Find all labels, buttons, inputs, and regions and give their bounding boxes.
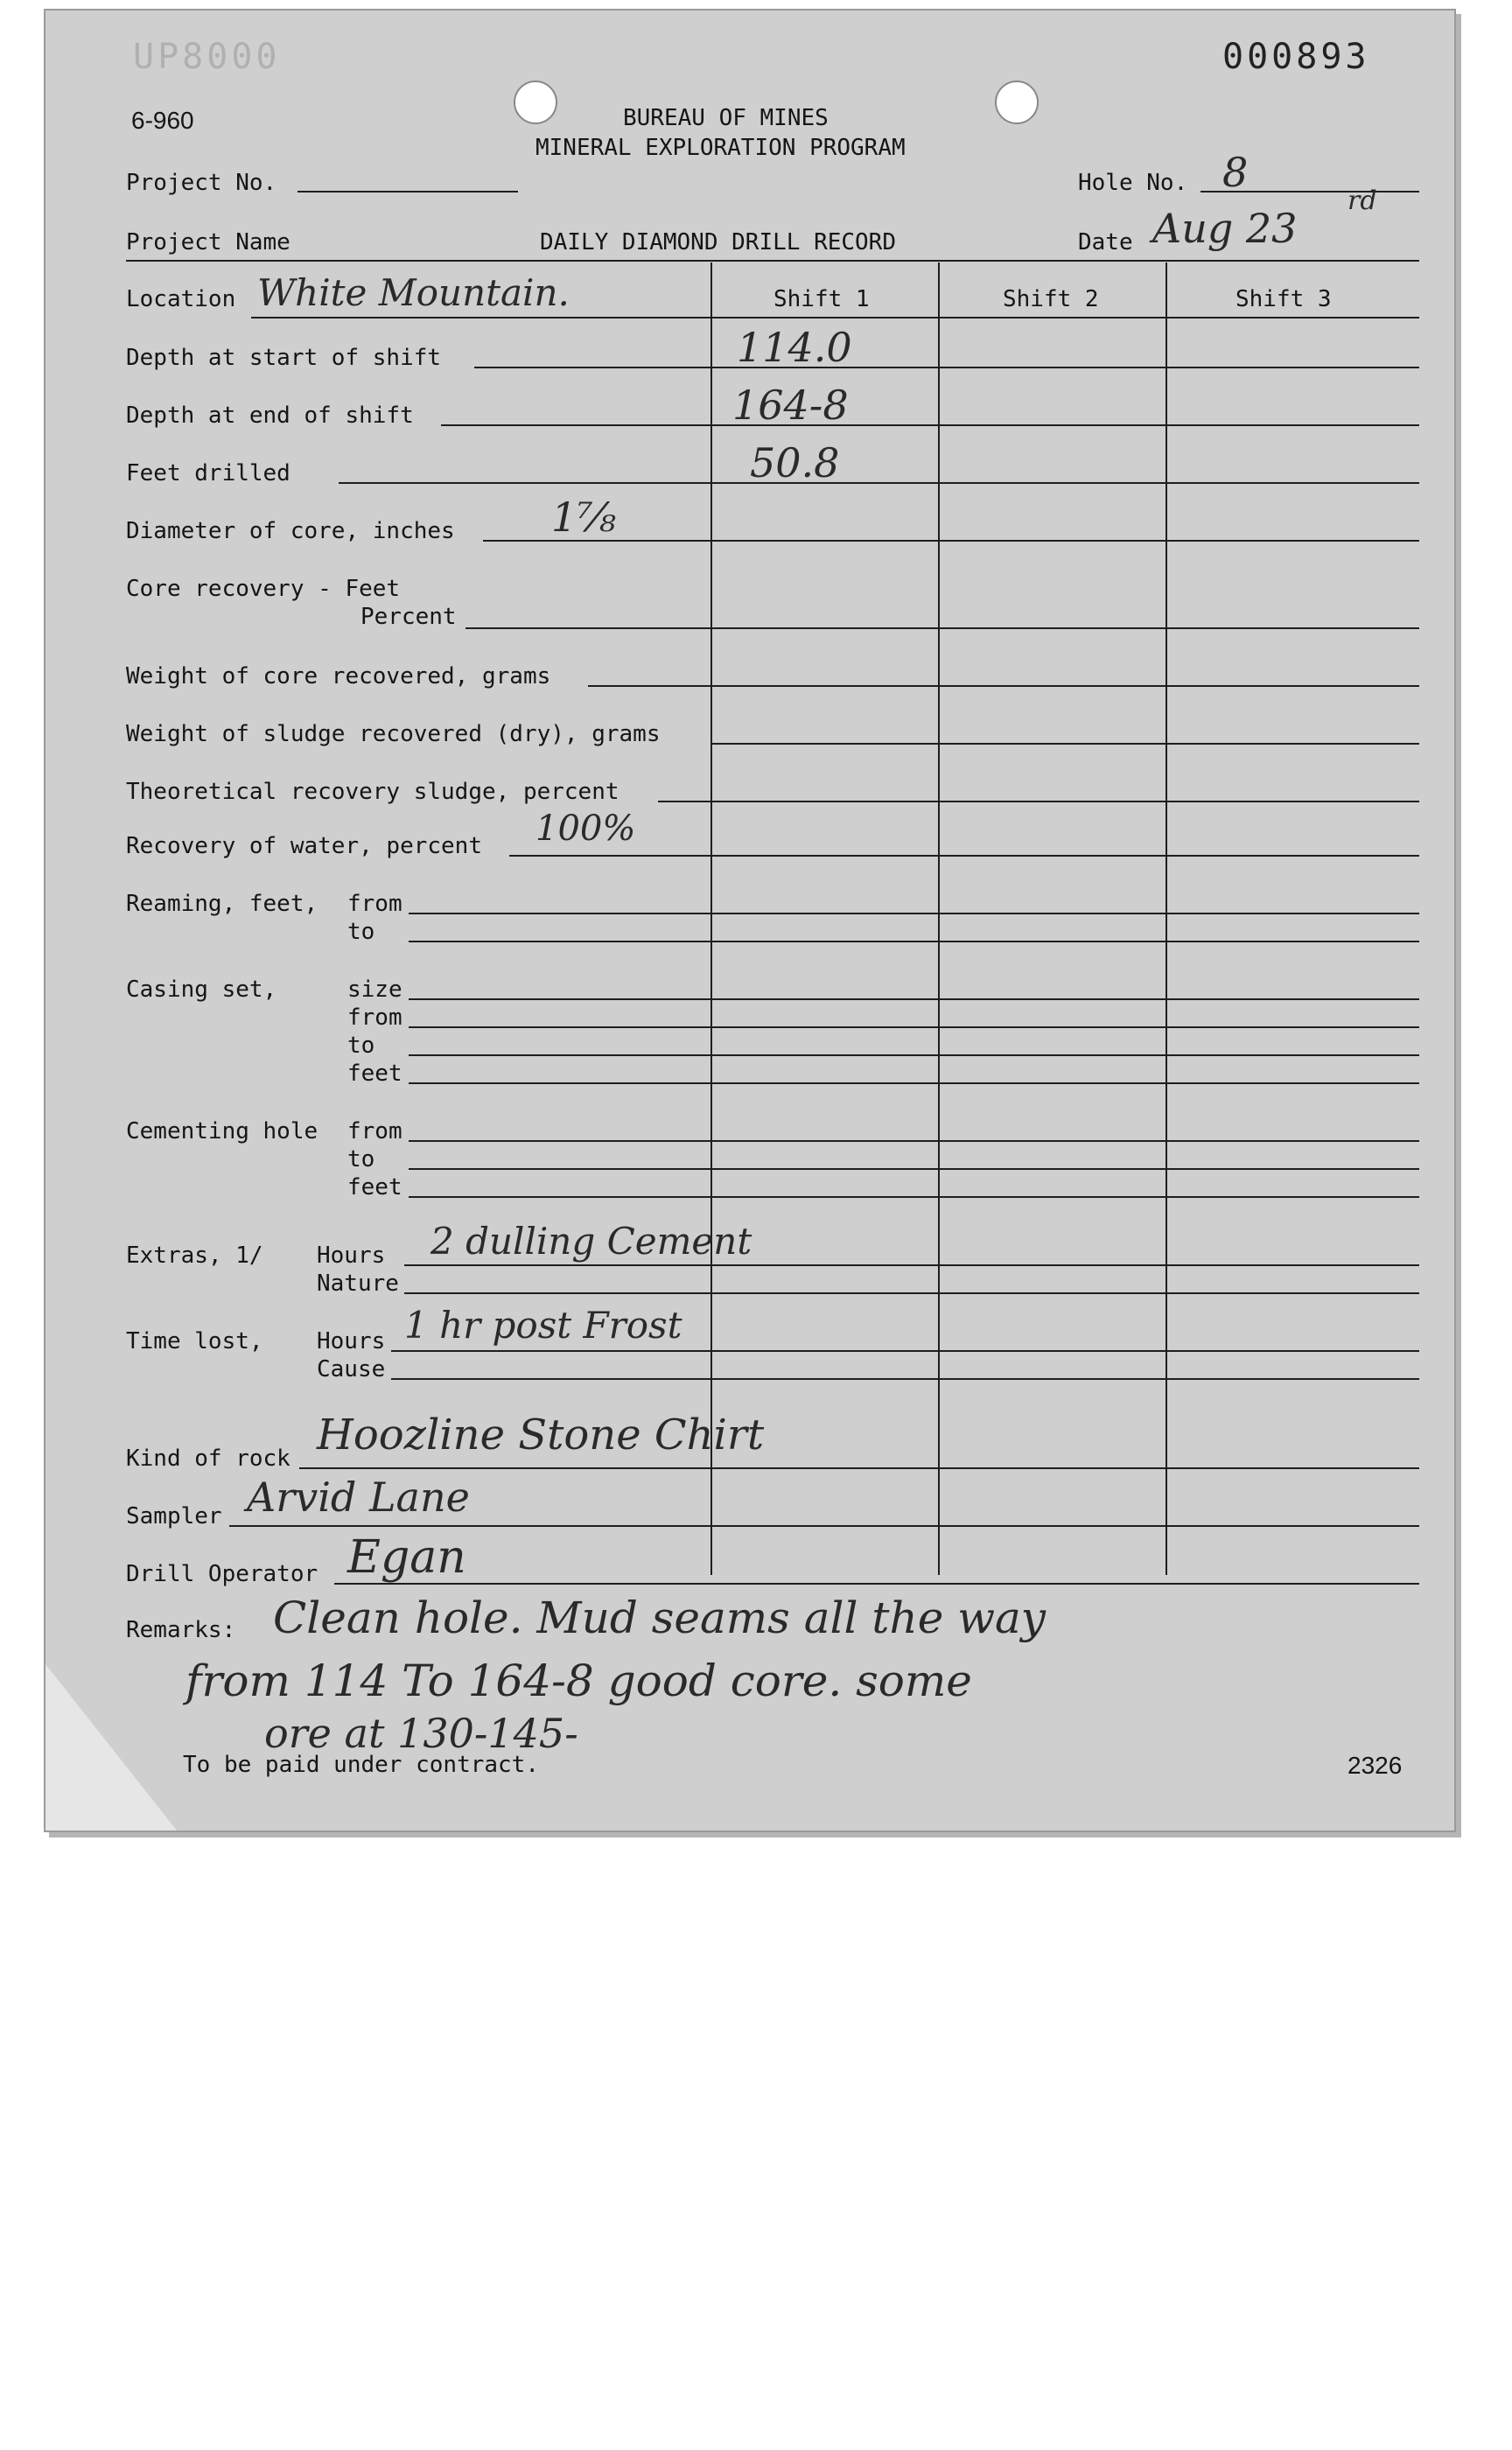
operator-value: Egan	[347, 1531, 466, 1584]
location-line	[251, 317, 710, 318]
project-no-label: Project No.	[126, 170, 277, 196]
location-label: Location	[126, 286, 236, 312]
record-number: 000893	[1222, 37, 1370, 77]
core-diameter-line	[483, 540, 1419, 542]
rock-line	[299, 1467, 1419, 1469]
depth-start-label: Depth at start of shift	[126, 345, 442, 371]
operator-line	[334, 1583, 1419, 1585]
form-number: 6-960	[131, 107, 194, 134]
program-title: MINERAL EXPLORATION PROGRAM	[536, 135, 906, 161]
hole-no-value: 8	[1222, 149, 1249, 196]
extras-label: Extras, 1/	[126, 1242, 263, 1269]
reaming-from-label: from	[347, 891, 402, 917]
casing-feet-label: feet	[347, 1060, 402, 1087]
location-value: White Mountain.	[257, 271, 570, 314]
reaming-to-line	[409, 941, 1419, 942]
water-recovery-value: 100%	[536, 808, 636, 849]
remarks-line-1: Clean hole. Mud seams all the way	[273, 1592, 1046, 1643]
shift-header-rule	[710, 317, 1419, 318]
reaming-label: Reaming, feet,	[126, 891, 318, 917]
sludge-theoretical-line	[658, 801, 1419, 802]
extras-hours-label: Hours	[317, 1242, 386, 1269]
cementing-feet-line	[409, 1196, 1419, 1198]
punch-hole	[995, 80, 1039, 124]
shift3-header: Shift 3	[1236, 286, 1332, 312]
core-diameter-value: 1⅞	[551, 494, 616, 541]
core-diameter-label: Diameter of core, inches	[126, 518, 455, 544]
extras-nature-label: Nature	[317, 1270, 399, 1297]
core-recovery-feet-label: Core recovery - Feet	[126, 576, 401, 602]
core-weight-line	[588, 685, 1419, 687]
feet-drilled-label: Feet drilled	[126, 460, 290, 486]
reaming-to-label: to	[347, 919, 375, 945]
extras-nature-line	[404, 1292, 1419, 1294]
extras-value: 2 dulling Cement	[430, 1220, 752, 1263]
core-weight-label: Weight of core recovered, grams	[126, 663, 551, 690]
faded-stamp: UP8000	[133, 37, 281, 77]
casing-size-label: size	[347, 976, 402, 1003]
depth-start-shift1: 114.0	[737, 324, 852, 371]
cementing-feet-label: feet	[347, 1174, 402, 1200]
sampler-line	[229, 1525, 1419, 1527]
casing-from-line	[409, 1026, 1419, 1028]
time-lost-value: 1 hr post Frost	[404, 1304, 682, 1347]
reaming-from-line	[409, 913, 1419, 914]
footer-note: To be paid under contract.	[183, 1752, 539, 1778]
time-lost-cause-line	[391, 1378, 1419, 1380]
sludge-weight-line	[712, 743, 1419, 745]
folded-corner	[46, 1664, 177, 1830]
casing-size-line	[409, 998, 1419, 1000]
sludge-theoretical-label: Theoretical recovery sludge, percent	[126, 779, 620, 805]
project-no-line[interactable]	[298, 191, 518, 192]
date-value: Aug 23	[1152, 205, 1298, 252]
shift2-header: Shift 2	[1003, 286, 1099, 312]
hole-no-label: Hole No.	[1078, 170, 1188, 196]
project-name-label: Project Name	[126, 229, 290, 256]
core-recovery-percent-label: Percent	[360, 604, 457, 630]
core-recovery-line	[466, 627, 1419, 629]
cementing-to-label: to	[347, 1146, 375, 1172]
sludge-weight-label: Weight of sludge recovered (dry), grams	[126, 721, 661, 747]
depth-start-line	[474, 367, 1419, 368]
time-lost-label: Time lost,	[126, 1328, 263, 1354]
remarks-label: Remarks:	[126, 1617, 236, 1643]
form-title: DAILY DIAMOND DRILL RECORD	[540, 229, 896, 256]
rock-label: Kind of rock	[126, 1446, 290, 1472]
cementing-from-label: from	[347, 1118, 402, 1144]
punch-hole	[514, 80, 557, 124]
remarks-line-2: from 114 To 164-8 good core. some	[186, 1656, 972, 1706]
depth-end-label: Depth at end of shift	[126, 402, 414, 429]
time-lost-hours-label: Hours	[317, 1328, 386, 1354]
cementing-from-line	[409, 1140, 1419, 1142]
time-lost-hours-line	[391, 1350, 1419, 1352]
rock-value: Hoozline Stone Chirt	[317, 1410, 765, 1460]
depth-end-shift1: 164-8	[732, 382, 849, 429]
remarks-line-3: ore at 130-145-	[264, 1710, 578, 1757]
casing-from-label: from	[347, 1004, 402, 1031]
cementing-label: Cementing hole	[126, 1118, 318, 1144]
cementing-to-line	[409, 1168, 1419, 1170]
time-lost-cause-label: Cause	[317, 1356, 386, 1382]
sampler-value: Arvid Lane	[247, 1474, 470, 1521]
agency-title: BUREAU OF MINES	[623, 105, 829, 131]
date-suffix: rd	[1348, 186, 1377, 216]
shift1-header: Shift 1	[774, 286, 870, 312]
drill-record-sheet	[44, 9, 1456, 1832]
casing-to-line	[409, 1054, 1419, 1056]
sampler-label: Sampler	[126, 1503, 222, 1530]
operator-label: Drill Operator	[126, 1561, 318, 1587]
water-recovery-label: Recovery of water, percent	[126, 833, 482, 859]
date-label: Date	[1078, 229, 1133, 256]
feet-drilled-shift1: 50.8	[750, 439, 840, 486]
feet-drilled-line	[339, 482, 1419, 484]
extras-hours-line	[404, 1264, 1419, 1266]
casing-feet-line	[409, 1082, 1419, 1084]
casing-to-label: to	[347, 1032, 375, 1059]
header-rule	[126, 260, 1419, 262]
casing-label: Casing set,	[126, 976, 277, 1003]
footer-code: 2326	[1348, 1752, 1403, 1779]
depth-end-line	[441, 424, 1419, 426]
water-recovery-line	[509, 855, 1419, 857]
